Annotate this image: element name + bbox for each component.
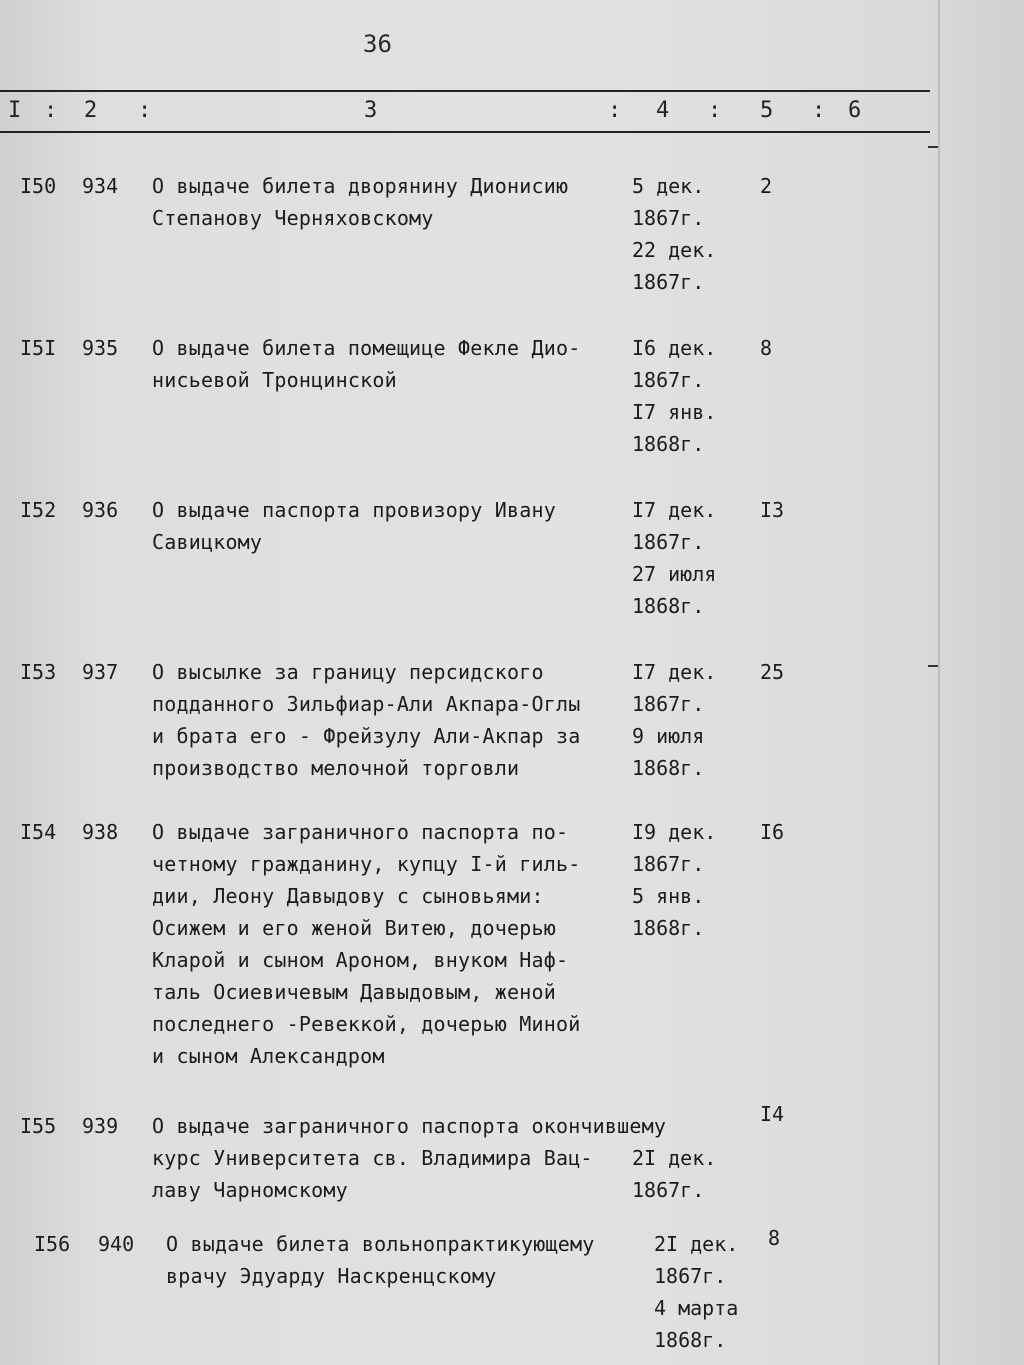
entry-dates [632,656,752,784]
description-line: О выдаче билета дворянину Дионисию [152,174,569,198]
description-line: производство мелочной торговли [152,756,520,780]
entry-number: I53 [20,660,57,684]
description-line: и сыном Александром [152,1044,385,1068]
entry-number: I54 [20,820,57,844]
header-bottom-rule [0,131,930,133]
date-line: 2I дек. [632,1146,717,1170]
description-line: Кларой и сыном Ароном, внуком Наф- [152,948,569,972]
header-col-2: 2 [84,98,98,123]
description-line: таль Осиевичевым Давыдовым, женой [152,980,556,1004]
description-line: и брата его - Фрейзулу Али-Акпар за [152,724,581,748]
date-line: I7 дек. [632,498,717,522]
date-line: 9 июля [632,724,705,748]
date-line: 1868г. [632,432,705,456]
archive-number: 936 [82,498,119,522]
description-line: Степанову Черняховскому [152,206,434,230]
date-line: 1867г. [654,1264,727,1288]
description-line: Осижем и его женой Витею, дочерью [152,916,556,940]
header-col-6: 6 [848,98,862,123]
date-line: 1867г. [632,852,705,876]
date-line: 1867г. [632,206,705,230]
description-line: курс Университета св. Владимира Вац- [152,1146,593,1170]
description-line: О выдаче паспорта провизору Ивану [152,498,556,522]
sheet-count: 25 [760,660,785,684]
date-line: 1867г. [632,270,705,294]
entry-description [166,1228,646,1292]
date-line: 1867г. [632,692,705,716]
date-line: 2I дек. [654,1232,739,1256]
description-line: последнего -Ревеккой, дочерью Миной [152,1012,581,1036]
header-sep: : [608,98,622,123]
date-line: 1868г. [654,1328,727,1352]
sheet-count: 8 [768,1226,781,1250]
date-line: I7 дек. [632,660,717,684]
entry-dates [632,332,752,460]
entry-description [152,494,632,558]
date-line: 1868г. [632,916,705,940]
entry-description [152,170,632,234]
entry-dates [654,1228,774,1356]
date-line: 5 дек. [632,174,705,198]
header-col-3: 3 [364,98,378,123]
description-line: Савицкому [152,530,263,554]
description-line: врачу Эдуарду Наскренцскому [166,1264,497,1288]
header-col-1: I [8,98,22,123]
entry-dates [632,816,752,944]
entry-description [152,332,632,396]
date-line: 22 дек. [632,238,717,262]
description-line: О выдаче заграничного паспорта окончившему [152,1114,667,1138]
header-col-4: 4 [656,98,670,123]
header-sep: : [812,98,826,123]
date-line: I7 янв. [632,400,717,424]
header-sep: : [708,98,722,123]
entry-number: I5I [20,336,57,360]
entry-number: I55 [20,1114,57,1138]
archive-number: 938 [82,820,119,844]
header-col-5: 5 [760,98,774,123]
date-line: 5 янв. [632,884,705,908]
entry-description [152,1110,712,1206]
entry-dates [632,494,752,622]
date-line: I9 дек. [632,820,717,844]
date-line: I6 дек. [632,336,717,360]
archive-number: 935 [82,336,119,360]
entry-dates [632,170,752,298]
page-edge [938,0,940,1365]
date-line: 1867г. [632,368,705,392]
description-line: О выдаче билета вольнопрактикующему [166,1232,595,1256]
sheet-count: 2 [760,174,773,198]
entry-description [152,656,632,784]
archive-number: 934 [82,174,119,198]
entry-dates [632,1142,752,1206]
date-line: 1868г. [632,756,705,780]
archive-number: 939 [82,1114,119,1138]
description-line: О высылке за границу персидского [152,660,544,684]
date-line: 27 июля [632,562,717,586]
page-number: 36 [363,30,392,58]
description-line: дии, Леону Давыдову с сыновьями: [152,884,544,908]
date-line: 1867г. [632,1178,705,1202]
header-sep: : [138,98,152,123]
entry-description [152,816,632,1072]
description-line: четному гражданину, купцу I-й гиль- [152,852,581,876]
entry-number: I52 [20,498,57,522]
archive-number: 937 [82,660,119,684]
margin-tick [928,146,938,148]
description-line: нисьевой Тронцинской [152,368,397,392]
entry-number: I50 [20,174,57,198]
date-line: 1868г. [632,594,705,618]
description-line: О выдаче билета помещице Фекле Дио- [152,336,581,360]
header-sep: : [44,98,58,123]
header-top-rule [0,90,930,92]
description-line: подданного Зильфиар-Али Акпара-Оглы [152,692,581,716]
sheet-count: 8 [760,336,773,360]
entry-number: I56 [34,1232,71,1256]
archive-number: 940 [98,1232,135,1256]
date-line: 4 марта [654,1296,739,1320]
sheet-count: I3 [760,498,785,522]
date-line: 1867г. [632,530,705,554]
description-line: О выдаче заграничного паспорта по- [152,820,569,844]
margin-tick [928,665,938,667]
description-line: лаву Чарномскому [152,1178,348,1202]
sheet-count: I4 [760,1102,785,1126]
sheet-count: I6 [760,820,785,844]
